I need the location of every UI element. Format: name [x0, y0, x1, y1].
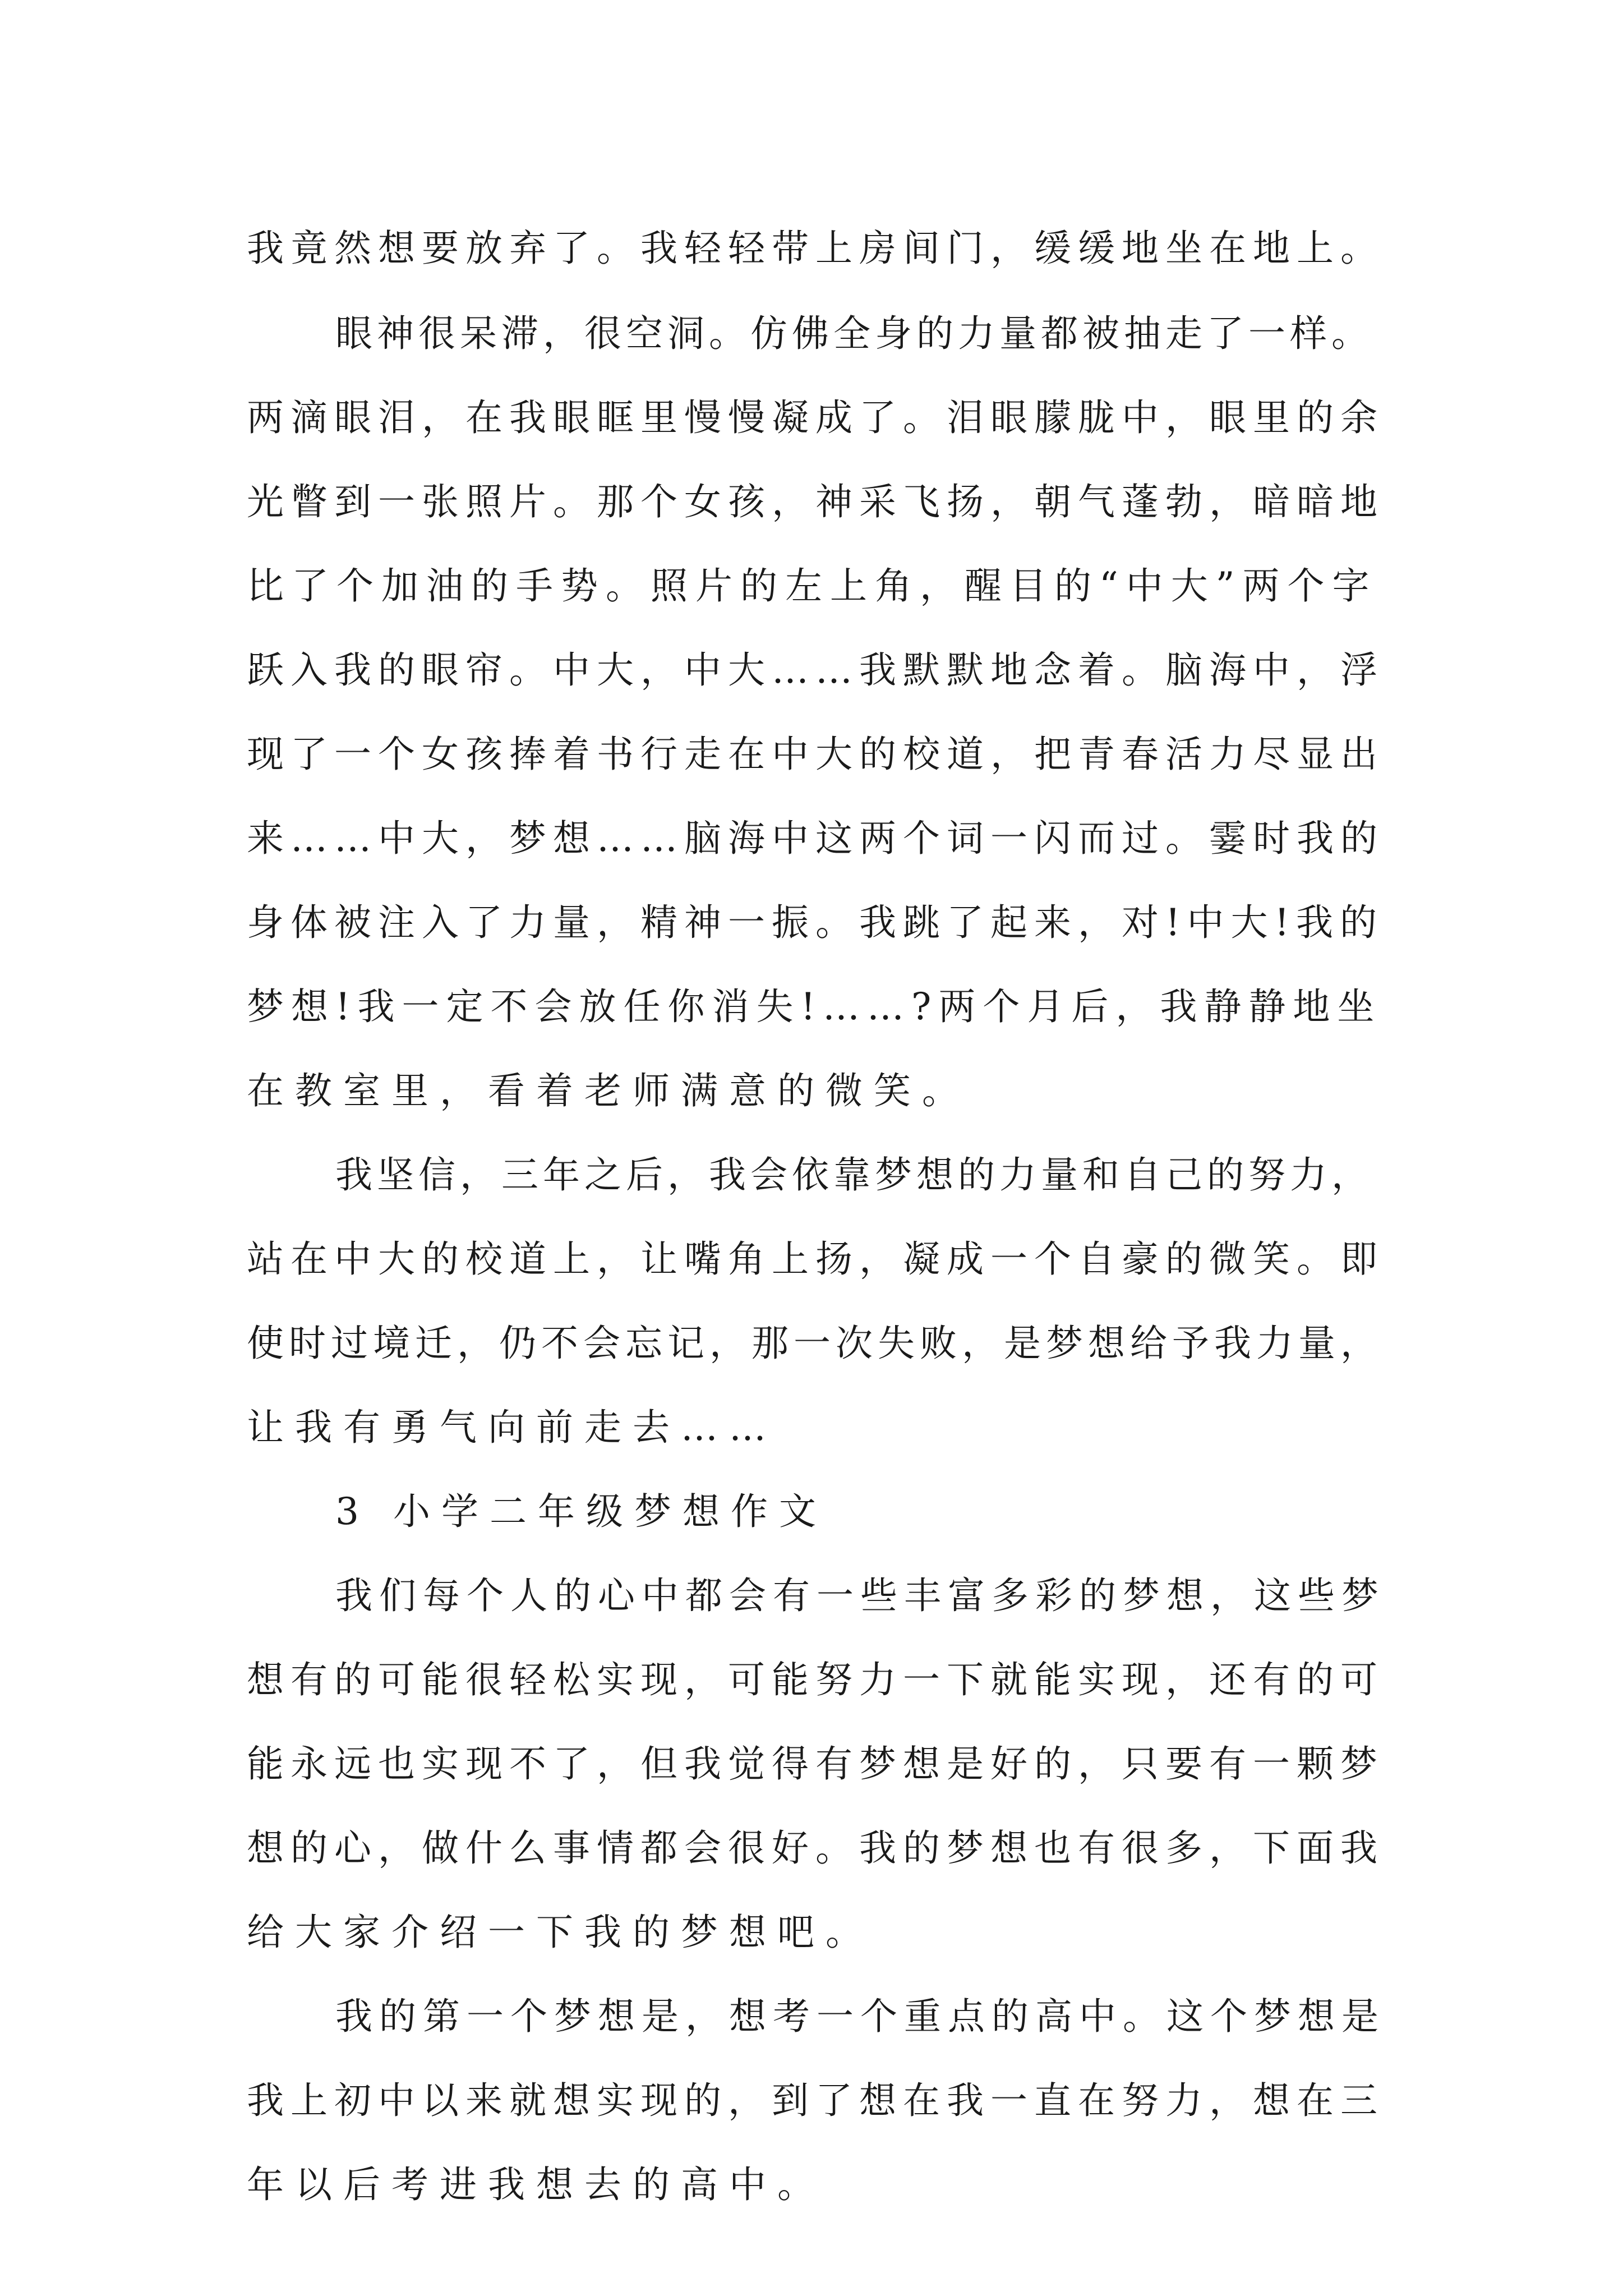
- text-line: 梦想!我一定不会放任你消失!……?两个月后，我静静地坐: [247, 985, 1382, 1028]
- text-line: 年以后考进我想去的高中。: [247, 2163, 826, 2206]
- text-line: 比了个加油的手势。照片的左上角，醒目的“中大”两个字: [247, 564, 1377, 608]
- text-line: 想的心，做什么事情都会很好。我的梦想也有很多，下面我: [247, 1826, 1384, 1870]
- text-line: 我的第一个梦想是，想考一个重点的高中。这个梦想是: [335, 1995, 1385, 2038]
- text-line: 两滴眼泪，在我眼眶里慢慢凝成了。泪眼朦胧中，眼里的余: [247, 396, 1384, 439]
- text-line: 来……中大，梦想……脑海中这两个词一闪而过。霎时我的: [247, 817, 1384, 860]
- text-line: 眼神很呆滞，很空洞。仿佛全身的力量都被抽走了一样。: [335, 312, 1373, 355]
- text-line: 在教室里，看着老师满意的微笑。: [247, 1069, 970, 1112]
- text-line: 跃入我的眼帘。中大，中大……我默默地念着。脑海中，浮: [247, 648, 1384, 692]
- text-line: 给大家介绍一下我的梦想吧。: [247, 1911, 874, 1954]
- text-line: 现了一个女孩捧着书行走在中大的校道，把青春活力尽显出: [247, 733, 1384, 776]
- text-line: 让我有勇气向前走去……: [247, 1406, 777, 1449]
- text-line: 身体被注入了力量，精神一振。我跳了起来，对!中大!我的: [247, 901, 1384, 944]
- text-line: 我坚信，三年之后，我会依靠梦想的力量和自己的努力，: [335, 1153, 1373, 1197]
- text-line: 想有的可能很轻松实现，可能努力一下就能实现，还有的可: [247, 1658, 1384, 1701]
- text-line: 我上初中以来就想实现的，到了想在我一直在努力，想在三: [247, 2079, 1384, 2122]
- text-line: 光瞥到一张照片。那个女孩，神采飞扬，朝气蓬勃，暗暗地: [247, 480, 1384, 523]
- text-line: 站在中大的校道上，让嘴角上扬，凝成一个自豪的微笑。即: [247, 1237, 1384, 1281]
- text-line: 我们每个人的心中都会有一些丰富多彩的梦想，这些梦: [335, 1574, 1385, 1617]
- text-line: 能永远也实现不了，但我觉得有梦想是好的，只要有一颗梦: [247, 1742, 1384, 1786]
- text-line: 使时过境迁，仍不会忘记，那一次失败，是梦想给予我力量，: [247, 1322, 1382, 1365]
- text-line: 我竟然想要放弃了。我轻轻带上房间门，缓缓地坐在地上。: [247, 227, 1384, 270]
- section-heading: 3 小学二年级梦想作文: [335, 1490, 827, 1533]
